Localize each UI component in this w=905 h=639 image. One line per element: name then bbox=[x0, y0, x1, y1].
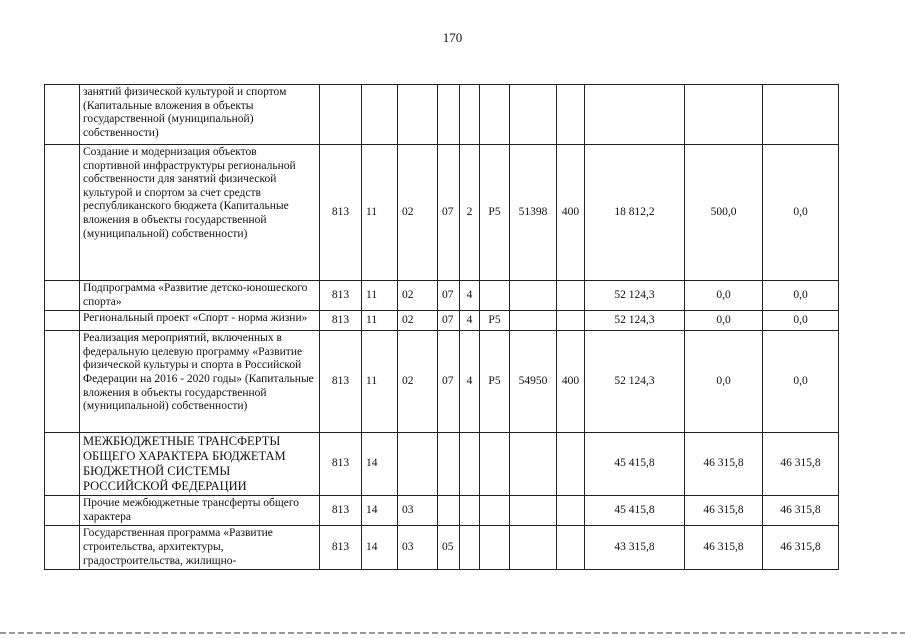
pr-cell: 02 bbox=[398, 145, 438, 281]
v3-cell: 0,0 bbox=[763, 331, 839, 433]
table-row bbox=[45, 496, 839, 526]
sub-cell: 4 bbox=[460, 311, 480, 331]
dir-cell bbox=[510, 281, 557, 311]
item-name-cell: МЕЖБЮДЖЕТНЫЕ ТРАНСФЕРТЫ ОБЩЕГО ХАРАКТЕРА БЮДЖЕТАМ БЮДЖЕТНОЙ СИСТЕМЫ РОССИЙСКОЙ ФЕДЕРАЦИИ bbox=[80, 433, 320, 496]
dir-cell bbox=[510, 311, 557, 331]
item-name-cell: Подпрограмма «Развитие детско-юношеского спорта» bbox=[80, 281, 320, 311]
rz-cell bbox=[362, 85, 398, 145]
vr-cell: 400 bbox=[557, 331, 585, 433]
v1-cell: 52 124,3 bbox=[585, 331, 685, 433]
row-spacer-cell bbox=[45, 311, 80, 331]
v1-cell: 18 812,2 bbox=[585, 145, 685, 281]
page-number: 170 bbox=[442, 30, 463, 45]
sub-cell: 4 bbox=[460, 331, 480, 433]
v2-cell: 46 315,8 bbox=[685, 433, 763, 496]
scan-edge-line bbox=[0, 632, 905, 634]
grbs-cell: 813 bbox=[320, 281, 362, 311]
dir-cell bbox=[510, 526, 557, 570]
sub-cell: 2 bbox=[460, 145, 480, 281]
v1-cell: 52 124,3 bbox=[585, 281, 685, 311]
table-row bbox=[45, 145, 839, 281]
pr-cell: 02 bbox=[398, 311, 438, 331]
table-row bbox=[45, 526, 839, 570]
dir-cell bbox=[510, 496, 557, 526]
item-name-cell: Региональный проект «Спорт - норма жизни» bbox=[80, 311, 320, 331]
gp-cell: 07 bbox=[438, 281, 460, 311]
proj-cell bbox=[480, 85, 510, 145]
dir-cell bbox=[510, 433, 557, 496]
row-spacer-cell bbox=[45, 85, 80, 145]
row-spacer-cell bbox=[45, 145, 80, 281]
proj-cell bbox=[480, 496, 510, 526]
dir-cell: 54950 bbox=[510, 331, 557, 433]
vr-cell: 400 bbox=[557, 145, 585, 281]
row-spacer-cell bbox=[45, 281, 80, 311]
proj-cell: P5 bbox=[480, 311, 510, 331]
gp-cell: 07 bbox=[438, 311, 460, 331]
vr-cell bbox=[557, 311, 585, 331]
v3-cell: 0,0 bbox=[763, 311, 839, 331]
proj-cell: P5 bbox=[480, 145, 510, 281]
v3-cell bbox=[763, 85, 839, 145]
vr-cell bbox=[557, 496, 585, 526]
rz-cell: 14 bbox=[362, 496, 398, 526]
grbs-cell: 813 bbox=[320, 526, 362, 570]
vr-cell bbox=[557, 433, 585, 496]
v1-cell: 45 415,8 bbox=[585, 496, 685, 526]
rz-cell: 14 bbox=[362, 526, 398, 570]
rz-cell: 14 bbox=[362, 433, 398, 496]
table-row bbox=[45, 331, 839, 433]
row-spacer-cell bbox=[45, 496, 80, 526]
rz-cell: 11 bbox=[362, 311, 398, 331]
v3-cell: 46 315,8 bbox=[763, 496, 839, 526]
proj-cell bbox=[480, 433, 510, 496]
v3-cell: 46 315,8 bbox=[763, 433, 839, 496]
item-name-cell: Реализация мероприятий, включенных в федеральную целевую программу «Развитие физической культуры и спорта в Российской Федерации на 2016 - 2020 годы» (Капитальные вложения в объекты государственной (муниципальной) собственности) bbox=[80, 331, 320, 433]
pr-cell: 02 bbox=[398, 331, 438, 433]
proj-cell bbox=[480, 281, 510, 311]
pr-cell bbox=[398, 85, 438, 145]
table-row bbox=[45, 311, 839, 331]
rz-cell: 11 bbox=[362, 331, 398, 433]
grbs-cell bbox=[320, 85, 362, 145]
v2-cell: 46 315,8 bbox=[685, 526, 763, 570]
item-name-cell: занятий физической культурой и спортом (Капитальные вложения в объекты государственной (муниципальной) собственности) bbox=[80, 85, 320, 145]
v2-cell: 0,0 bbox=[685, 331, 763, 433]
gp-cell bbox=[438, 433, 460, 496]
grbs-cell: 813 bbox=[320, 496, 362, 526]
proj-cell: P5 bbox=[480, 331, 510, 433]
budget-table bbox=[44, 84, 839, 570]
row-spacer-cell bbox=[45, 526, 80, 570]
gp-cell: 07 bbox=[438, 145, 460, 281]
proj-cell bbox=[480, 526, 510, 570]
v2-cell: 500,0 bbox=[685, 145, 763, 281]
vr-cell bbox=[557, 526, 585, 570]
v1-cell bbox=[585, 85, 685, 145]
gp-cell bbox=[438, 85, 460, 145]
grbs-cell: 813 bbox=[320, 145, 362, 281]
v2-cell: 0,0 bbox=[685, 311, 763, 331]
v2-cell: 46 315,8 bbox=[685, 496, 763, 526]
dir-cell bbox=[510, 85, 557, 145]
v2-cell: 0,0 bbox=[685, 281, 763, 311]
dir-cell: 51398 bbox=[510, 145, 557, 281]
gp-cell: 05 bbox=[438, 526, 460, 570]
sub-cell bbox=[460, 496, 480, 526]
gp-cell: 07 bbox=[438, 331, 460, 433]
pr-cell: 03 bbox=[398, 496, 438, 526]
sub-cell bbox=[460, 526, 480, 570]
sub-cell bbox=[460, 85, 480, 145]
sub-cell bbox=[460, 433, 480, 496]
grbs-cell: 813 bbox=[320, 433, 362, 496]
gp-cell bbox=[438, 496, 460, 526]
v3-cell: 0,0 bbox=[763, 281, 839, 311]
grbs-cell: 813 bbox=[320, 331, 362, 433]
v1-cell: 52 124,3 bbox=[585, 311, 685, 331]
table-row bbox=[45, 433, 839, 496]
v1-cell: 45 415,8 bbox=[585, 433, 685, 496]
v3-cell: 46 315,8 bbox=[763, 526, 839, 570]
row-spacer-cell bbox=[45, 433, 80, 496]
item-name-cell: Прочие межбюджетные трансферты общего характера bbox=[80, 496, 320, 526]
item-name-cell: Государственная программа «Развитие строительства, архитектуры, градостроительства, жилищно- bbox=[80, 526, 320, 570]
rz-cell: 11 bbox=[362, 145, 398, 281]
vr-cell bbox=[557, 85, 585, 145]
item-name-cell: Создание и модернизация объектов спортивной инфраструктуры региональной собственности для занятий физической культурой и спортом за счет средств республиканского бюджета (Капитальные вложения в объекты государственной (муниципальной) собственности) bbox=[80, 145, 320, 281]
table-row bbox=[45, 85, 839, 145]
pr-cell: 03 bbox=[398, 526, 438, 570]
grbs-cell: 813 bbox=[320, 311, 362, 331]
vr-cell bbox=[557, 281, 585, 311]
pr-cell: 02 bbox=[398, 281, 438, 311]
v1-cell: 43 315,8 bbox=[585, 526, 685, 570]
pr-cell bbox=[398, 433, 438, 496]
table-row bbox=[45, 281, 839, 311]
rz-cell: 11 bbox=[362, 281, 398, 311]
v3-cell: 0,0 bbox=[763, 145, 839, 281]
row-spacer-cell bbox=[45, 331, 80, 433]
sub-cell: 4 bbox=[460, 281, 480, 311]
v2-cell bbox=[685, 85, 763, 145]
